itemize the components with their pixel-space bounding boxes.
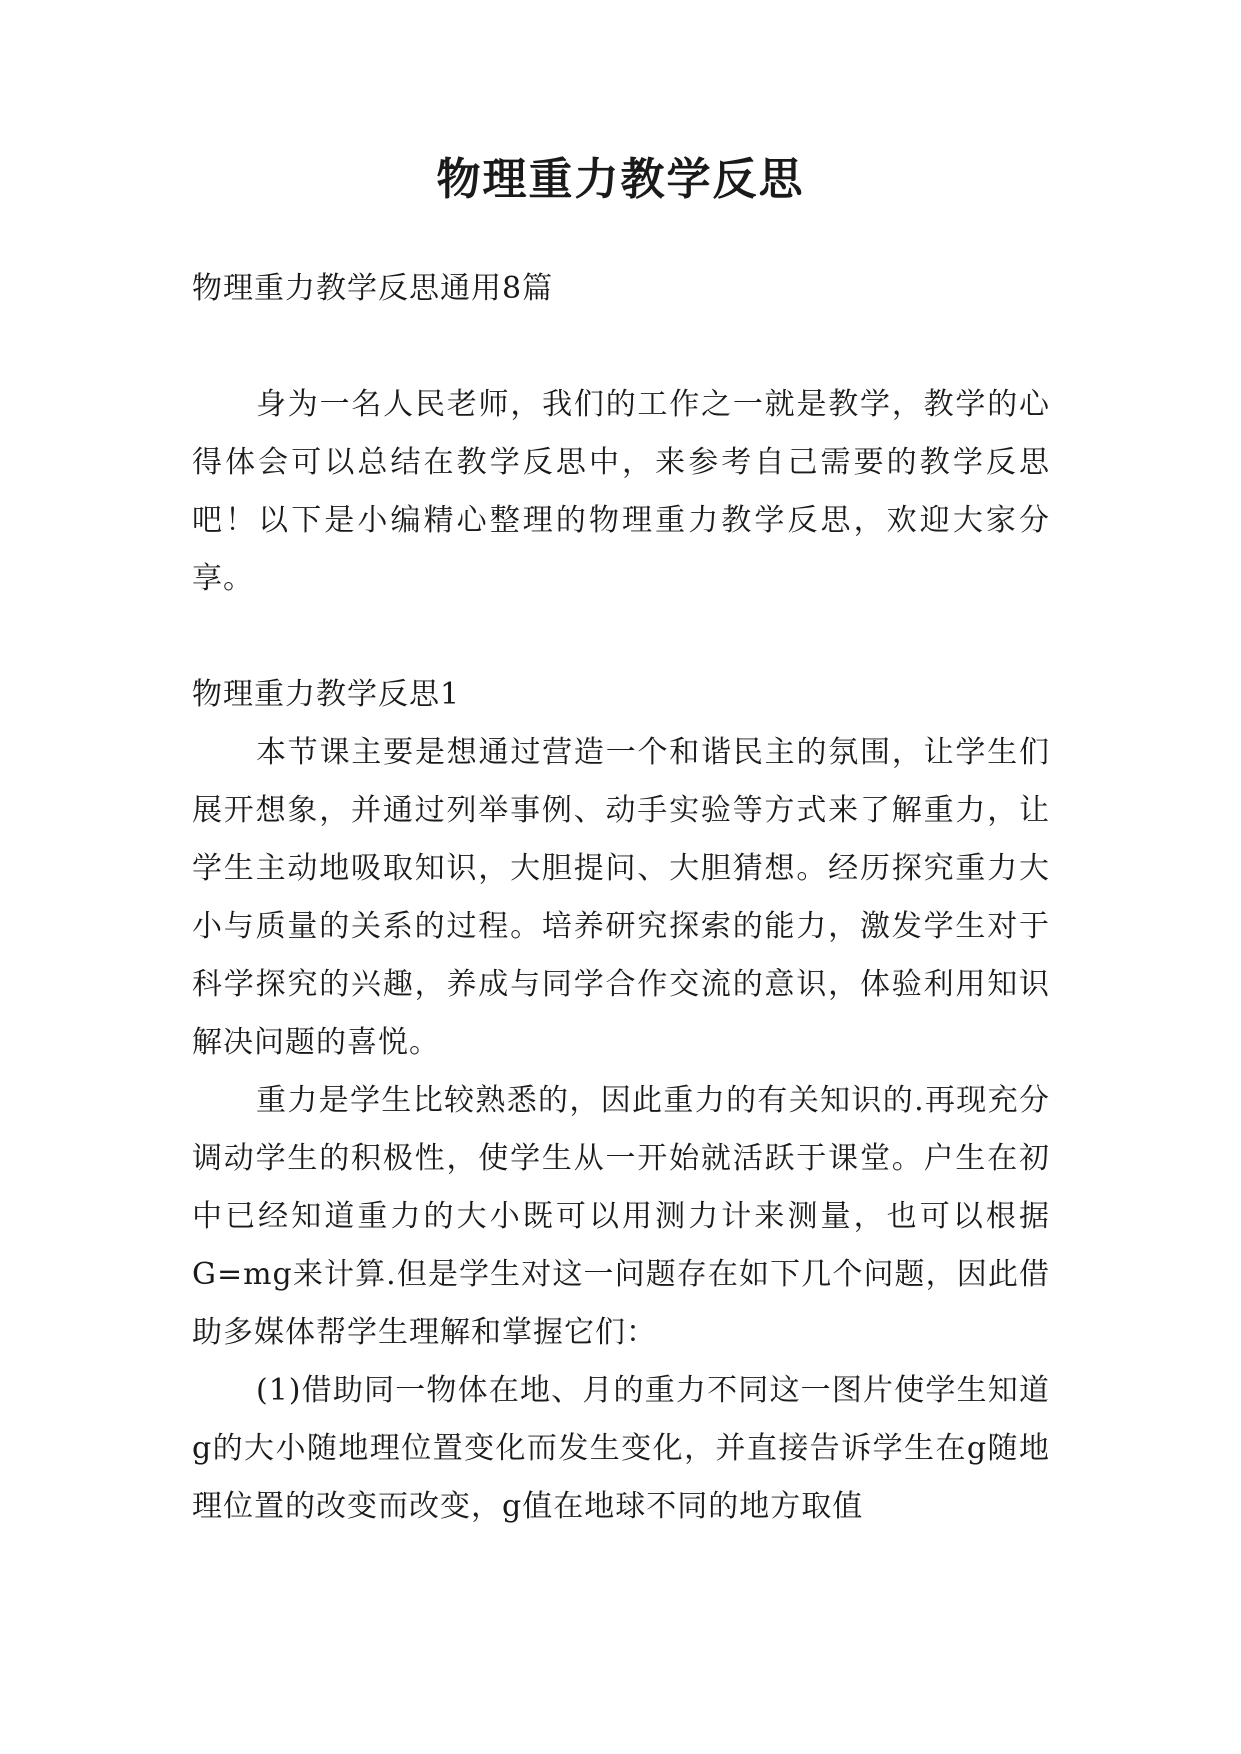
document-subtitle: 物理重力教学反思通用8篇 [192, 271, 554, 306]
section-heading: 物理重力教学反思1 [192, 677, 461, 712]
intro-paragraph: 身为一名人民老师，我们的工作之一就是教学，教学的心得体会可以总结在教学反思中，来参考自己需要的教学反思吧！以下是小编精心整理的物理重力教学反思，欢迎大家分享。 [192, 387, 1050, 596]
body-paragraph: 本节课主要是想通过营造一个和谐民主的氛围，让学生们展开想象，并通过列举事例、动手实验等方式来了解重力，让学生主动地吸取知识，大胆提问、大胆猜想。经历探究重力大小与质量的关系的过程。培养研究探索的能力，激发学生对于科学探究的兴趣，养成与同学合作交流的意识，体验利用知识解决问题的喜悦。 [192, 735, 1050, 1060]
document-body [192, 260, 1050, 1536]
body-paragraph: 重力是学生比较熟悉的，因此重力的有关知识的.再现充分调动学生的积极性，使学生从一开始就活跃于课堂。户生在初中已经知道重力的大小既可以用测力计来测量，也可以根据G=mg来计算.但是学生对这一问题存在如下几个问题，因此借助多媒体帮学生理解和掌握它们： [192, 1083, 1050, 1350]
body-paragraph: (1)借助同一物体在地、月的重力不同这一图片使学生知道g的大小随地理位置变化而发生变化，并直接告诉学生在g随地理位置的改变而改变，g值在地球不同的地方取值 [192, 1373, 1050, 1524]
document-title: 物理重力教学反思 [436, 154, 805, 205]
